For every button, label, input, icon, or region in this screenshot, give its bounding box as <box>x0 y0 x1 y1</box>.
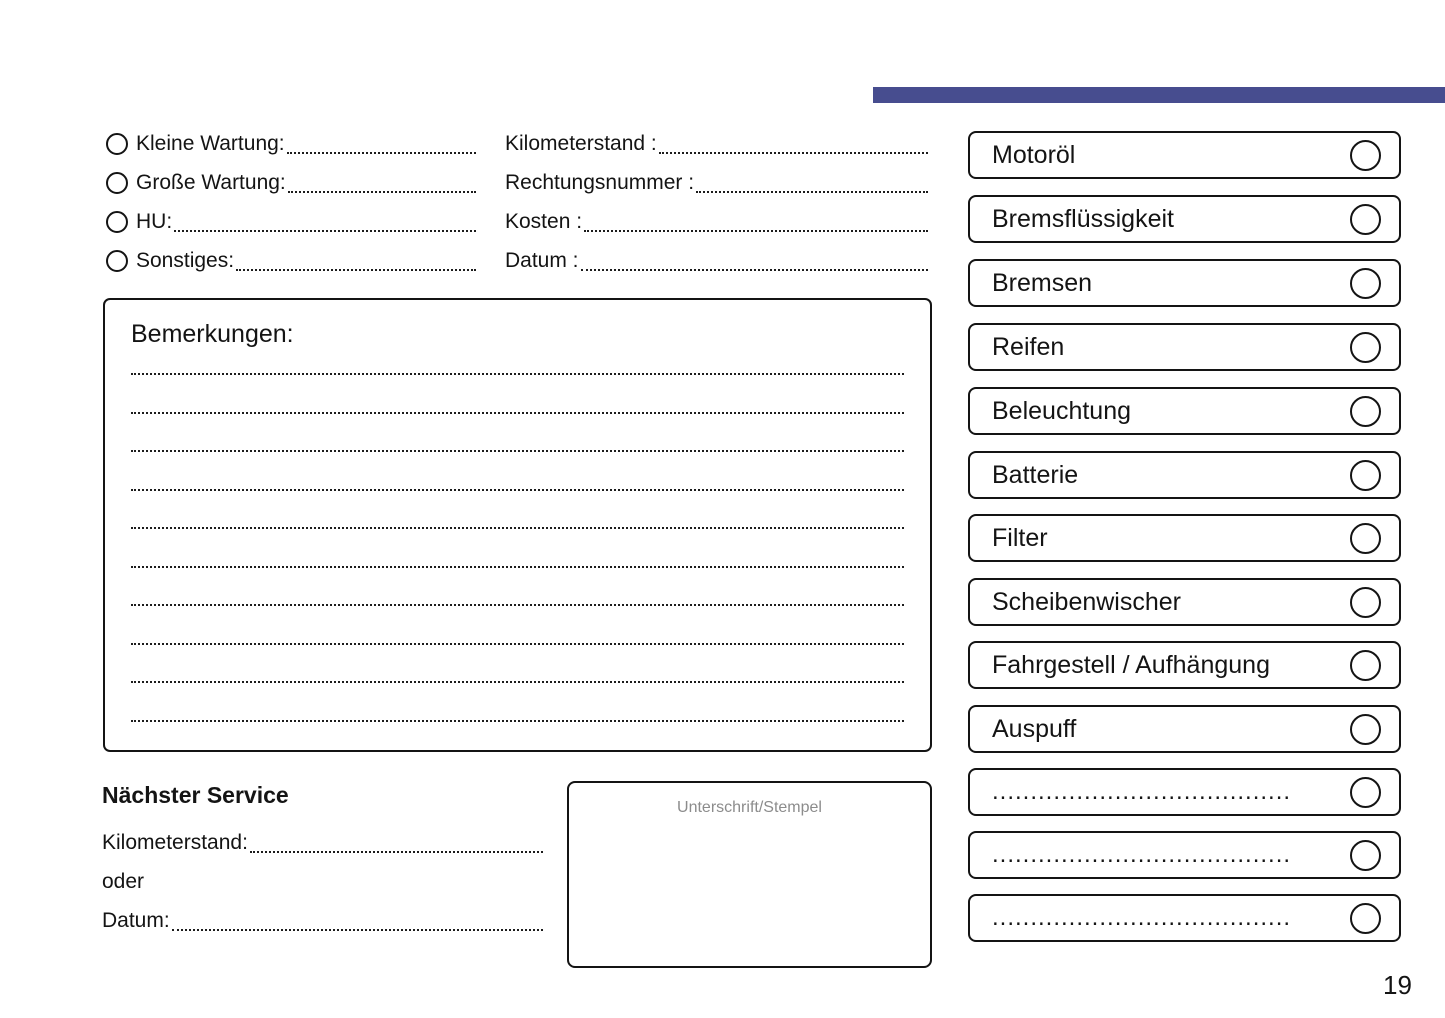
detail-label-kosten: Kosten : <box>505 210 583 233</box>
fill-in-line[interactable] <box>584 230 928 232</box>
detail-label-datum: Datum : <box>505 249 579 272</box>
page-number: 19 <box>1383 970 1412 1000</box>
checklist-item-scheibenwischer <box>968 578 1401 626</box>
check-circle[interactable] <box>1350 396 1381 427</box>
checklist-label: Auspuff <box>992 714 1077 743</box>
check-circle[interactable] <box>1350 460 1381 491</box>
check-circle[interactable] <box>1350 777 1381 808</box>
service-detail-row <box>505 129 930 159</box>
fill-in-line[interactable] <box>581 269 928 271</box>
signature-stamp-box[interactable] <box>567 781 932 968</box>
checklist-label: Reifen <box>992 332 1065 361</box>
check-circle[interactable] <box>1350 903 1381 934</box>
checklist-item-batterie <box>968 451 1401 499</box>
remarks-write-line[interactable] <box>131 373 904 375</box>
remarks-write-line[interactable] <box>131 412 904 414</box>
detail-label-rechnungsnummer: Rechtungsnummer : <box>505 171 695 194</box>
service-type-label: Große Wartung: <box>136 171 286 194</box>
signature-stamp-label: Unterschrift/Stempel <box>677 799 822 816</box>
remarks-write-line[interactable] <box>131 527 904 529</box>
checklist-label: Fahrgestell / Aufhängung <box>992 650 1270 679</box>
checklist-label: Beleuchtung <box>992 396 1132 425</box>
service-detail-row <box>505 168 930 198</box>
remarks-write-line[interactable] <box>131 720 904 722</box>
next-service-kilometer-label: Kilometerstand: <box>102 831 248 854</box>
next-service-row <box>102 828 545 858</box>
remarks-write-line[interactable] <box>131 643 904 645</box>
fill-in-line[interactable] <box>172 929 543 931</box>
checklist-item-beleuchtung <box>968 387 1401 435</box>
remarks-title: Bemerkungen: <box>131 320 294 348</box>
next-service-row <box>102 867 545 897</box>
service-detail-row <box>505 246 930 276</box>
checklist-item-motoroel <box>968 131 1401 179</box>
remarks-box <box>103 298 932 752</box>
check-circle[interactable] <box>1350 840 1381 871</box>
remarks-write-line[interactable] <box>131 566 904 568</box>
service-type-row <box>106 129 478 159</box>
radio-circle-kleine-wartung[interactable] <box>106 133 128 155</box>
remarks-write-line[interactable] <box>131 681 904 683</box>
radio-circle-sonstiges[interactable] <box>106 250 128 272</box>
radio-circle-hu[interactable] <box>106 211 128 233</box>
service-type-row <box>106 246 478 276</box>
fill-in-line[interactable] <box>287 152 476 154</box>
checklist-item-auspuff <box>968 705 1401 753</box>
checklist-label: Bremsflüssigkeit <box>992 204 1174 233</box>
check-circle[interactable] <box>1350 714 1381 745</box>
check-circle[interactable] <box>1350 204 1381 235</box>
service-type-row <box>106 168 478 198</box>
checklist-item-bremsen <box>968 259 1401 307</box>
checklist-item-fahrgestell-aufhaengung <box>968 641 1401 689</box>
remarks-write-line[interactable] <box>131 489 904 491</box>
checklist-label: Scheibenwischer <box>992 587 1181 616</box>
remarks-write-line[interactable] <box>131 450 904 452</box>
fill-in-line[interactable] <box>696 191 928 193</box>
check-circle[interactable] <box>1350 332 1381 363</box>
detail-label-kilometerstand: Kilometerstand : <box>505 132 657 155</box>
checklist-blank-label[interactable]: ....................................... <box>992 904 1292 931</box>
checklist-item-blank-3 <box>968 894 1401 942</box>
next-service-title: Nächster Service <box>102 782 289 808</box>
service-type-label: Kleine Wartung: <box>136 132 285 155</box>
fill-in-line[interactable] <box>250 851 543 853</box>
fill-in-line[interactable] <box>236 269 476 271</box>
check-circle[interactable] <box>1350 140 1381 171</box>
checklist-label: Batterie <box>992 460 1079 489</box>
checklist-label: Motoröl <box>992 140 1076 169</box>
checklist-item-blank-2 <box>968 831 1401 879</box>
next-service-or-label: oder <box>102 870 145 893</box>
remarks-write-line[interactable] <box>131 604 904 606</box>
checklist-blank-label[interactable]: ....................................... <box>992 841 1292 868</box>
radio-circle-grosse-wartung[interactable] <box>106 172 128 194</box>
next-service-row <box>102 906 545 936</box>
checklist-item-filter <box>968 514 1401 562</box>
checklist-item-blank-1 <box>968 768 1401 816</box>
service-type-row <box>106 207 478 237</box>
check-circle[interactable] <box>1350 523 1381 554</box>
next-service-date-label: Datum: <box>102 909 170 932</box>
fill-in-line[interactable] <box>288 191 476 193</box>
service-type-label: HU: <box>136 210 173 233</box>
fill-in-line[interactable] <box>659 152 928 154</box>
check-circle[interactable] <box>1350 587 1381 618</box>
checklist-item-reifen <box>968 323 1401 371</box>
checklist-label: Filter <box>992 523 1048 552</box>
check-circle[interactable] <box>1350 268 1381 299</box>
checklist-blank-label[interactable]: ....................................... <box>992 778 1292 805</box>
checklist-item-bremsfluessigkeit <box>968 195 1401 243</box>
service-type-label: Sonstiges: <box>136 249 235 272</box>
checklist-label: Bremsen <box>992 268 1093 297</box>
header-accent-bar <box>873 87 1445 103</box>
fill-in-line[interactable] <box>174 230 476 232</box>
service-detail-row <box>505 207 930 237</box>
check-circle[interactable] <box>1350 650 1381 681</box>
